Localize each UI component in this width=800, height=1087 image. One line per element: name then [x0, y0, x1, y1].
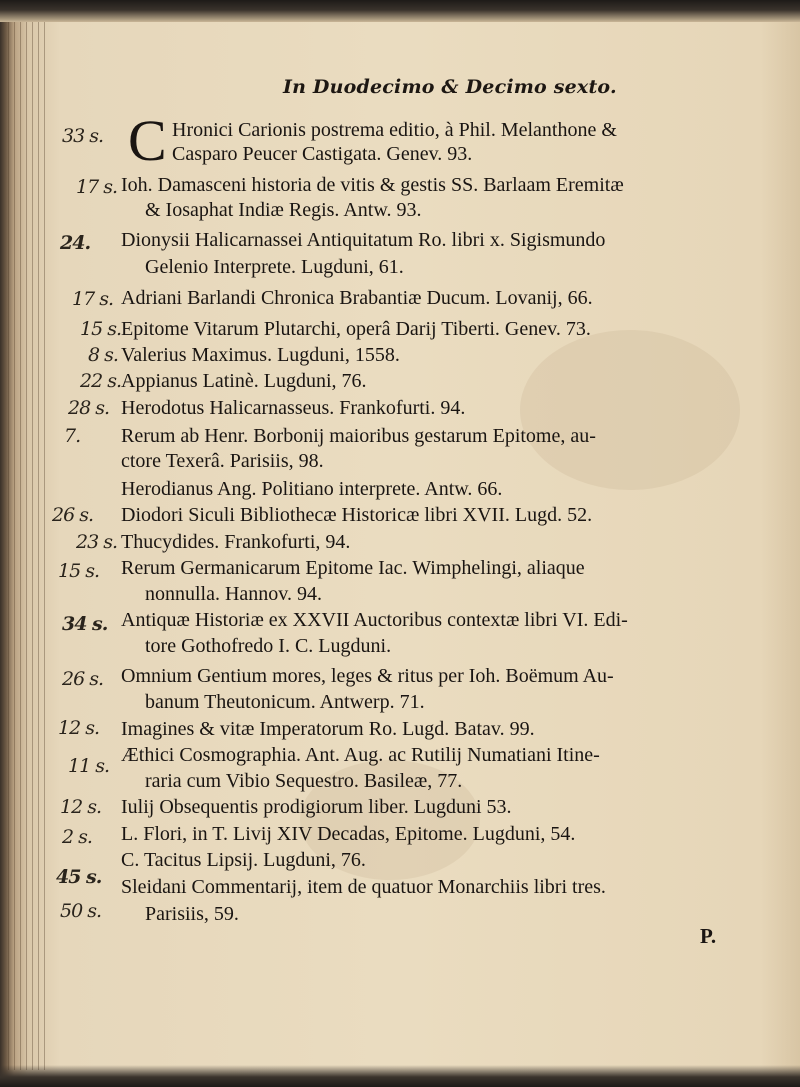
margin-note: 8 s.: [88, 344, 118, 366]
margin-note: 34 s.: [62, 613, 108, 635]
entry-line: Adriani Barlandi Chronica Brabantiæ Ducum. Lovanij, 66.: [121, 287, 593, 309]
catchword: P.: [700, 924, 717, 948]
margin-note: 15 s.: [80, 318, 122, 340]
entry-line: C. Tacitus Lipsij. Lugduni, 76.: [121, 849, 366, 871]
margin-note: 11 s.: [68, 755, 110, 777]
entry-line: Thucydides. Frankofurti, 94.: [121, 531, 351, 553]
margin-note: 23 s.: [76, 531, 118, 553]
running-head: In Duodecimo & Decimo sexto.: [283, 76, 617, 98]
entry-line: Omnium Gentium mores, leges & ritus per Ioh. Boëmum Au-: [121, 665, 614, 687]
entry-line: Ioh. Damasceni historia de vitis & gestis SS. Barlaam Eremitæ: [121, 174, 624, 196]
margin-note: 12 s.: [60, 796, 102, 818]
margin-note: 12 s.: [58, 717, 100, 739]
margin-note: 26 s.: [62, 668, 104, 690]
entry-line: banum Theutonicum. Antwerp. 71.: [145, 691, 425, 713]
entry-line: Imagines & vitæ Imperatorum Ro. Lugd. Batav. 99.: [121, 718, 535, 740]
entry-line: Herodianus Ang. Politiano interprete. Antw. 66.: [121, 478, 503, 500]
entry-line: Casparo Peucer Castigata. Genev. 93.: [172, 143, 473, 165]
drop-cap: C: [128, 108, 167, 173]
entry-line: Herodotus Halicarnasseus. Frankofurti. 94.: [121, 397, 466, 419]
margin-note: 24.: [60, 232, 91, 254]
margin-note: 15 s.: [58, 560, 100, 582]
margin-note: 2 s.: [62, 826, 92, 848]
margin-note: 33 s.: [62, 125, 104, 147]
margin-note: 45 s.: [56, 866, 102, 888]
entry-line: ctore Texerâ. Parisiis, 98.: [121, 450, 324, 472]
entry-line: Dionysii Halicarnassei Antiquitatum Ro. libri x. Sigismundo: [121, 229, 606, 251]
entry-line: & Iosaphat Indiæ Regis. Antw. 93.: [145, 199, 422, 221]
entry-line: Hronici Carionis postrema editio, à Phil. Melanthone &: [172, 119, 617, 141]
entry-line: Gelenio Interprete. Lugduni, 61.: [145, 256, 404, 278]
entry-line: Rerum Germanicarum Epitome Iac. Wimphelingi, aliaque: [121, 557, 585, 579]
entry-line: L. Flori, in T. Livij XIV Decadas, Epitome. Lugduni, 54.: [121, 823, 576, 845]
entry-line: Parisiis, 59.: [145, 903, 239, 925]
margin-note: 26 s.: [52, 504, 94, 526]
margin-note: 50 s.: [60, 900, 102, 922]
entry-line: tore Gothofredo I. C. Lugduni.: [145, 635, 392, 657]
entry-line: Rerum ab Henr. Borbonij maioribus gestarum Epitome, au-: [121, 425, 596, 447]
entry-line: Diodori Siculi Bibliothecæ Historicæ libri XVII. Lugd. 52.: [121, 504, 593, 526]
entry-line: Iulij Obsequentis prodigiorum liber. Lugduni 53.: [121, 796, 512, 818]
entry-line: Æthici Cosmographia. Ant. Aug. ac Rutilij Numatiani Itine-: [121, 744, 600, 766]
entry-line: Appianus Latinè. Lugduni, 76.: [121, 370, 367, 392]
margin-note: 22 s.: [80, 370, 122, 392]
entry-line: Sleidani Commentarij, item de quatuor Monarchiis libri tres.: [121, 876, 606, 898]
margin-note: 7.: [64, 425, 81, 447]
margin-note: 17 s.: [76, 176, 118, 198]
entry-line: raria cum Vibio Sequestro. Basileæ, 77.: [145, 770, 463, 792]
entry-line: Antiquæ Historiæ ex XXVII Auctoribus contextæ libri VI. Edi-: [121, 609, 628, 631]
entry-line: nonnulla. Hannov. 94.: [145, 583, 323, 605]
entry-line: Valerius Maximus. Lugduni, 1558.: [121, 344, 400, 366]
entry-line: Epitome Vitarum Plutarchi, operâ Darij Tiberti. Genev. 73.: [121, 318, 591, 340]
margin-note: 28 s.: [68, 397, 110, 419]
margin-note: 17 s.: [72, 288, 114, 310]
